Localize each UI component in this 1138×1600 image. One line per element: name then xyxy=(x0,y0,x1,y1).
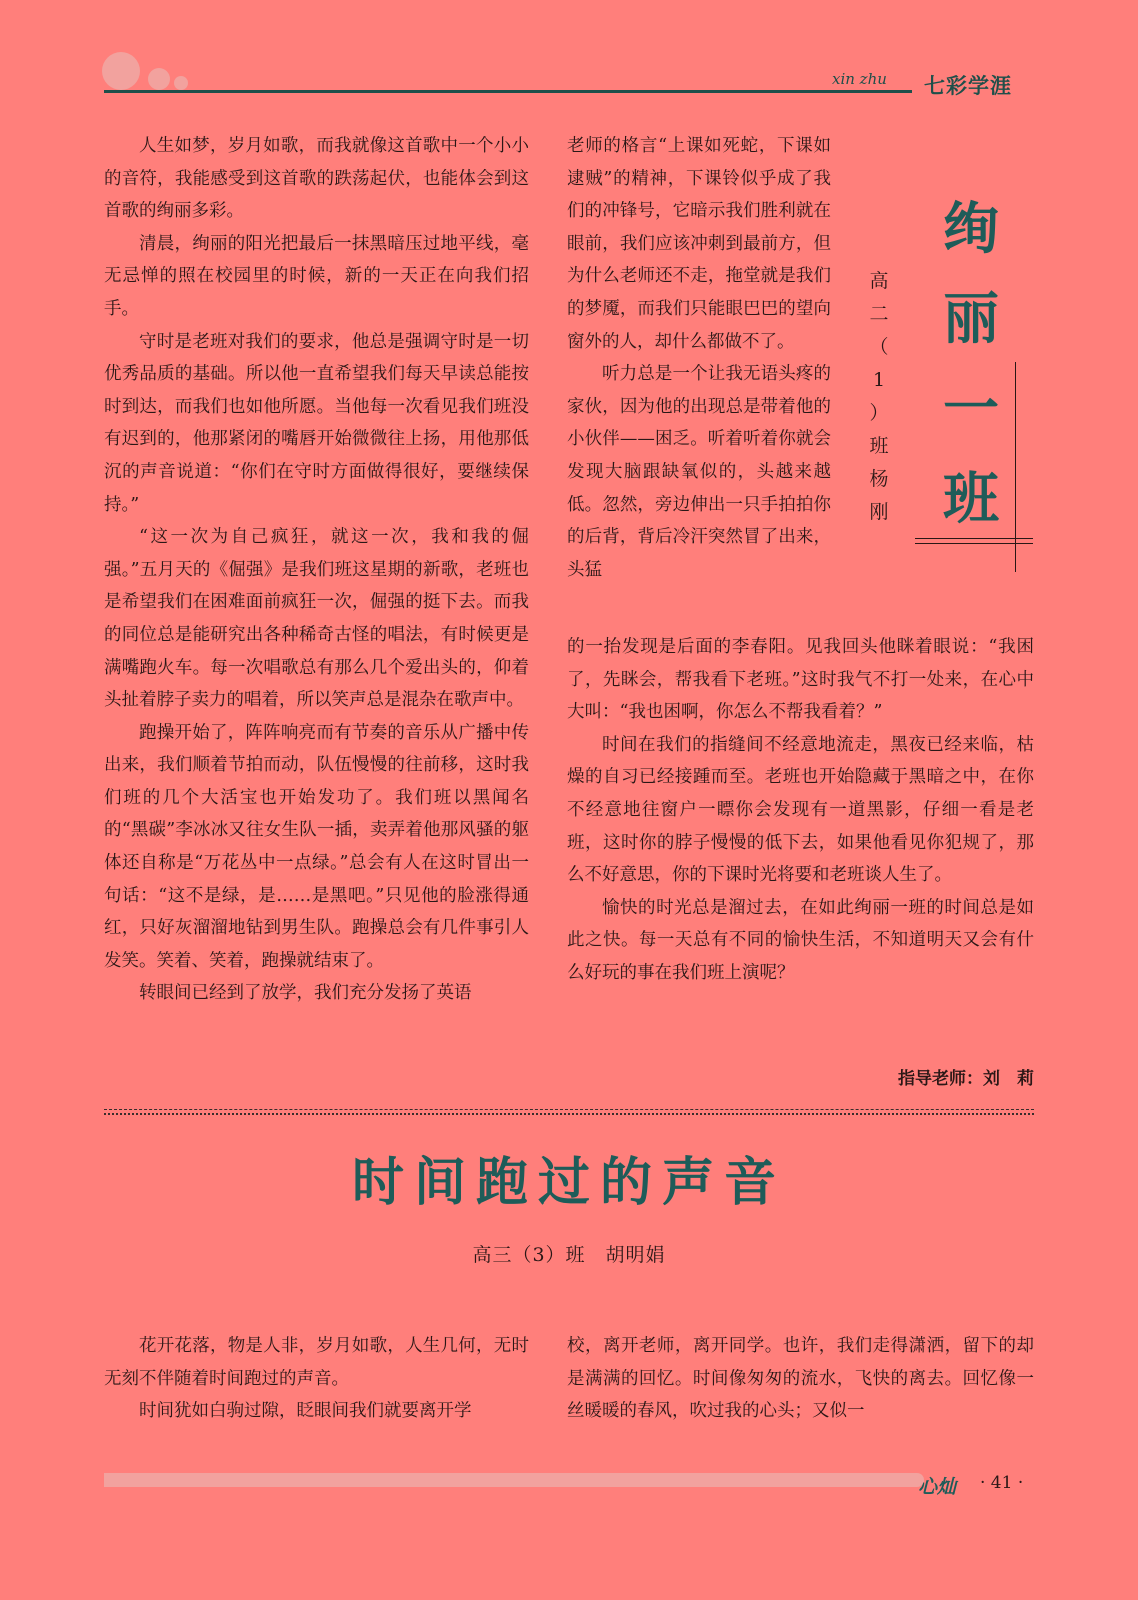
paragraph: “这一次为自己疯狂，就这一次，我和我的倔强。”五月天的《倔强》是我们班这星期的新歌，老班也是希望我们在困难面前疯狂一次，倔强的挺下去。而我的同位总是能研究出各种稀奇古怪的唱法，有时候更是满嘴跑火车。每一次唱歌总有那么几个爱出头的，仰着头扯着脖子卖力的唱着，所以笑声总是混杂在歌声中。 xyxy=(104,527,529,711)
article2-title: 时间跑过的声音 xyxy=(351,1153,786,1213)
paragraph: 守时是老班对我们的要求，他总是强调守时是一切优秀品质的基础。所以他一直希望我们每天早读总能按时到达，而我们也如他所愿。当他每一次看见我们班没有迟到的，他那紧闭的嘴唇开始微微往上扬，用他那低沉的声音说道：“你们在守时方面做得很好，要继续保持。” xyxy=(104,331,529,515)
header-rule xyxy=(104,90,912,93)
header-pinyin: xin zhu xyxy=(832,70,887,88)
article1-byline xyxy=(864,265,894,529)
header-decor-circle-large xyxy=(102,52,140,90)
paragraph: 老师的格言“上课如死蛇，下课如逮贼”的精神，下课铃似乎成了我们的冲锋号，它暗示我们胜利就在眼前，我们应该冲刺到最前方，但为什么老师还不走，拖堂就是我们的梦魇，而我们只能眼巴巴的望向窗外的人，却什么都做不了。 xyxy=(567,136,831,352)
header-decor-circle-small xyxy=(174,76,188,90)
byline-char: 高 xyxy=(869,270,889,292)
footer-page-number: · 41 · xyxy=(980,1473,1024,1493)
paragraph: 听力总是一个让我无语头疼的家伙，因为他的出现总是带着他的小伙伴——困乏。听着听着你就会发现大脑跟缺氧似的，头越来越低。忽然，旁边伸出一只手拍拍你的后背，背后冷汗突然冒了出来，头猛 xyxy=(567,364,831,580)
paragraph: 跑操开始了，阵阵响亮而有节奏的音乐从广播中传出来，我们顺着节拍而动，队伍慢慢的往前移，这时我们班的几个大活宝也开始发功了。我们班以黑闻名的“黑碳”李冰冰又往女生队一插，卖弄着他那风骚的躯体还自称是“万花丛中一点绿。”总会有人在这时冒出一句话：“这不是绿，是……是黑吧。”只见他的脸涨得通红，只好灰溜溜地钻到男生队。跑操总会有几件事引人发笑。笑着、笑着，跑操就结束了。 xyxy=(104,722,529,971)
article2-column-right xyxy=(567,1330,1034,1428)
article1-column-left xyxy=(104,130,529,1010)
paragraph: 花开花落，物是人非，岁月如歌，人生几何，无时无刻不伴随着时间跑过的声音。 xyxy=(104,1336,529,1389)
article1-column-right-bottom xyxy=(567,631,1034,990)
paragraph: 人生如梦，岁月如歌，而我就像这首歌中一个小小的音符，我能感受到这首歌的跌荡起伏，也能体会到这首歌的绚丽多彩。 xyxy=(104,136,529,222)
title-decor-horizontal-line xyxy=(915,543,1033,544)
article2-column-left xyxy=(104,1330,529,1428)
article1-column-right-top xyxy=(567,130,831,586)
footer-magazine-name: 心灿 xyxy=(918,1476,957,1498)
byline-char: 二 xyxy=(869,303,889,325)
article1-teacher-credit: 指导老师：刘 莉 xyxy=(898,1069,1034,1089)
byline-char: 班 xyxy=(869,435,889,457)
title-decor-horizontal-line xyxy=(915,538,1033,539)
footer-band xyxy=(104,1473,924,1487)
paragraph: 转眼间已经到了放学，我们充分发扬了英语 xyxy=(139,983,472,1004)
byline-char: 刚 xyxy=(869,501,889,523)
paragraph: 愉快的时光总是溜过去，在如此绚丽一班的时间总是如此之快。每一天总有不同的愉快生活，不知道明天又会有什么好玩的事在我们班上演呢？ xyxy=(567,897,1034,983)
byline-char: 杨 xyxy=(869,468,889,490)
header-decor-circle-medium xyxy=(148,68,170,90)
section-divider-dots xyxy=(104,1113,1034,1115)
article1-title: 绚丽一班 xyxy=(943,197,999,532)
paragraph: 校，离开老师，离开同学。也许，我们走得潇洒，留下的却是满满的回忆。时间像匆匆的流水，飞快的离去。回忆像一丝暖暖的春风，吹过我的心头；又似一 xyxy=(567,1336,1034,1422)
title-decor-vertical-line xyxy=(1015,362,1016,572)
byline-char: ） xyxy=(869,402,889,424)
section-divider xyxy=(104,1109,1034,1111)
paragraph: 时间犹如白驹过隙，眨眼间我们就要离开学 xyxy=(139,1401,472,1422)
paragraph: 的一抬发现是后面的李春阳。见我回头他眯着眼说：“我困了，先眯会，帮我看下老班。”这时我气不打一处来，在心中大叫：“我也困啊，你怎么不帮我看着？” xyxy=(567,637,1034,723)
byline-char: 1 xyxy=(872,369,886,391)
paragraph: 清晨，绚丽的阳光把最后一抹黑暗压过地平线，毫无忌惮的照在校园里的时候，新的一天正在向我们招手。 xyxy=(104,233,529,319)
header-section-title: 七彩学涯 xyxy=(924,74,1012,98)
article2-byline: 高三（3）班 胡明娟 xyxy=(472,1244,666,1266)
byline-char: （ xyxy=(869,336,889,358)
paragraph: 时间在我们的指缝间不经意地流走，黑夜已经来临，枯燥的自习已经接踵而至。老班也开始隐藏于黑暗之中，在你不经意地往窗户一瞟你会发现有一道黑影，仔细一看是老班，这时你的脖子慢慢的低下去，如果他看见你犯规了，那么不好意思，你的下课时光将要和老班谈人生了。 xyxy=(567,734,1034,886)
